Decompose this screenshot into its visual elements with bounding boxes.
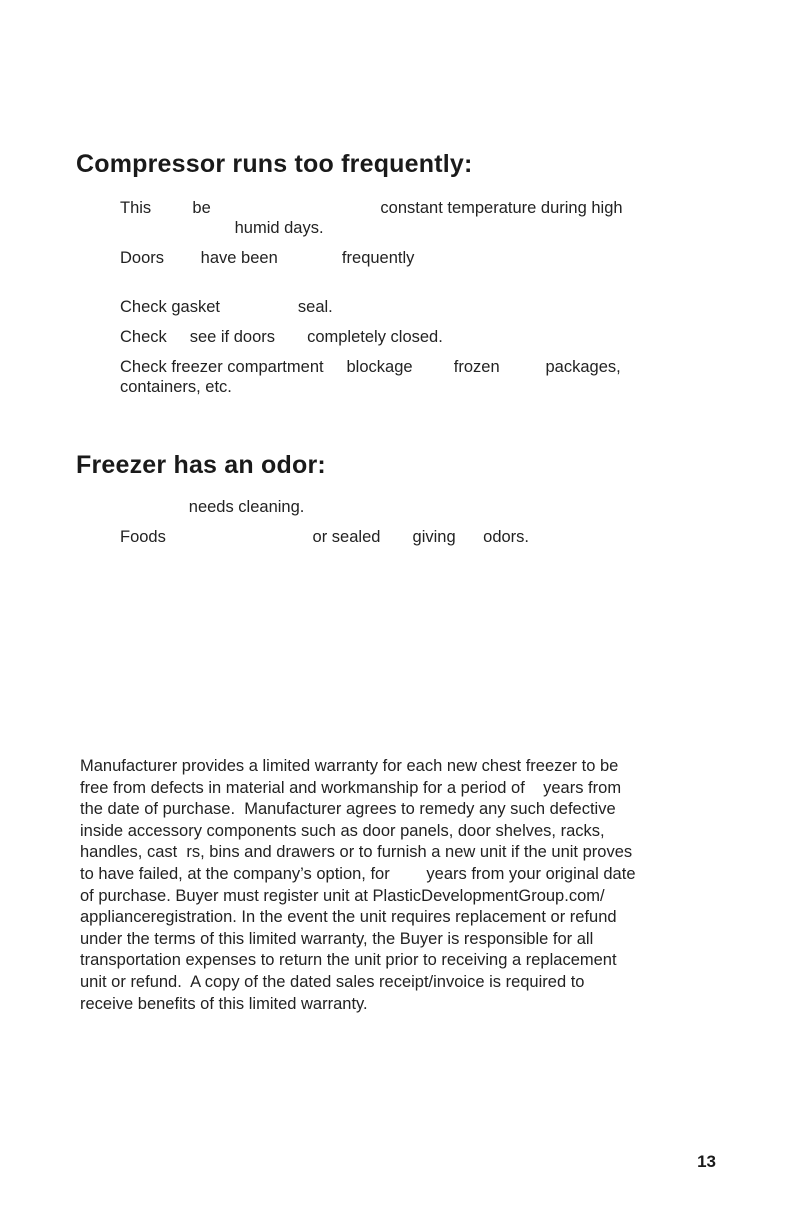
warranty-line-5: handles, cast rs, bins and drawers or to furnish a new unit if the unit proves xyxy=(80,843,633,862)
section-heading-odor: Freezer has an odor: xyxy=(76,451,326,479)
page-number: 13 xyxy=(697,1152,716,1171)
compressor-line-3: Doors have been frequently xyxy=(120,249,415,267)
section-heading-compressor: Compressor runs too frequently: xyxy=(76,150,473,178)
warranty-line-6: to have failed, at the company’s option, for years from your original date xyxy=(80,864,636,883)
compressor-line-4: Check gasket seal. xyxy=(120,298,333,316)
warranty-line-4: inside accessory components such as door panels, door shelves, racks, xyxy=(80,821,605,840)
compressor-line-2: humid days. xyxy=(120,219,324,237)
compressor-line-6: Check freezer compartment blockage frozen packages, xyxy=(120,358,621,376)
warranty-line-2: free from defects in material and workmanship for a period of years from xyxy=(80,778,622,797)
compressor-line-1: This be constant temperature during high xyxy=(120,199,623,217)
warranty-paragraph xyxy=(80,756,720,1015)
odor-line-1: needs cleaning. xyxy=(120,498,305,516)
odor-line-2: Foods or sealed giving odors. xyxy=(120,528,529,546)
warranty-line-8: applianceregistration. In the event the unit requires replacement or refund xyxy=(80,908,617,927)
compressor-line-5: Check see if doors completely closed. xyxy=(120,328,443,346)
warranty-line-10: transportation expenses to return the unit prior to receiving a replacement xyxy=(80,951,617,970)
warranty-line-12: receive benefits of this limited warranty. xyxy=(80,994,368,1013)
compressor-line-7: containers, etc. xyxy=(120,378,232,396)
warranty-line-3: the date of purchase. Manufacturer agrees to remedy any such defective xyxy=(80,800,616,819)
warranty-line-11: unit or refund. A copy of the dated sales receipt/invoice is required to xyxy=(80,972,585,991)
warranty-line-1: Manufacturer provides a limited warranty for each new chest freezer to be xyxy=(80,757,619,775)
warranty-line-7: of purchase. Buyer must register unit at PlasticDevelopmentGroup.com/ xyxy=(80,886,605,905)
warranty-line-9: under the terms of this limited warranty, the Buyer is responsible for all xyxy=(80,929,594,948)
